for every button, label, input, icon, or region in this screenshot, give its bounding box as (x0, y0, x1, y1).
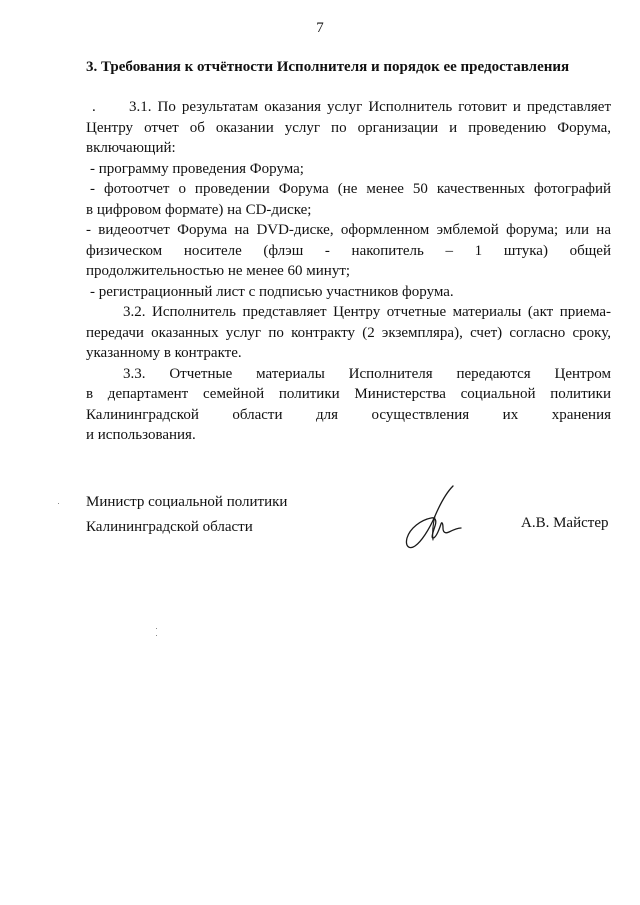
paragraph-line: в департамент семейной политики Министерства социальной политики (86, 386, 611, 402)
paragraph-3-1 (86, 97, 611, 159)
paragraph-3-2 (86, 302, 611, 364)
paragraph-line: 3.2. Исполнитель представляет Центру отчетные материалы (акт приема- (123, 304, 611, 320)
section-heading: 3. Требования к отчётности Исполнителя и порядок ее предоставления (86, 59, 570, 75)
paragraph-line: включающий: (86, 140, 176, 156)
paragraph-text: 3.1. По результатам оказания услуг Исполнитель готовит и представляет (129, 99, 611, 115)
paragraph-line: передачи оказанных услуг по контракту (2 экземпляра), счет) согласно сроку, (86, 324, 611, 341)
paragraph-line: Калининградской области для осуществления их хранения (86, 406, 611, 423)
list-item-line: - фотоотчет о проведении Форума (не менее 50 качественных фотографий (90, 181, 611, 197)
signatory-title-line: Министр социальной политики (86, 494, 288, 510)
list-item (86, 179, 611, 220)
paragraph-line: Центру отчет об оказании услуг по организации и проведению Форума, (86, 119, 611, 136)
list-item-line: - регистрационный лист с подписью участников форума. (90, 283, 454, 300)
list-item (86, 220, 611, 282)
page-number: 7 (316, 20, 324, 36)
paragraph-line (86, 97, 611, 118)
list-item (86, 159, 611, 180)
section-body (86, 97, 611, 446)
list-item-line: в цифровом формате) на CD-диске; (86, 201, 312, 218)
signatory-title-line: Калининградской области (86, 519, 253, 535)
list-item-line: физическом носителе (флэш - накопитель – 1 штука) общей (86, 242, 611, 259)
scan-speck (156, 628, 157, 629)
signatory-name: А.В. Майстер (521, 515, 609, 531)
paragraph-line: указанному в контракте. (86, 345, 242, 361)
paragraph-line: и использования. (86, 427, 196, 443)
handwritten-signature (395, 480, 475, 560)
list-item-line: продолжительностью не менее 60 минут; (86, 263, 351, 279)
paragraph-marker: . (92, 99, 96, 115)
list-item-line: - программу проведения Форума; (90, 160, 304, 177)
paragraph-3-3 (86, 364, 611, 446)
scan-speck (58, 503, 59, 504)
list-item (86, 282, 611, 303)
list-item-line: - видеоотчет Форума на DVD-диске, оформленном эмблемой форума; или на (86, 222, 611, 238)
paragraph-line: 3.3. Отчетные материалы Исполнителя передаются Центром (123, 365, 611, 382)
signatory-title (86, 490, 287, 540)
scan-speck (156, 635, 157, 636)
